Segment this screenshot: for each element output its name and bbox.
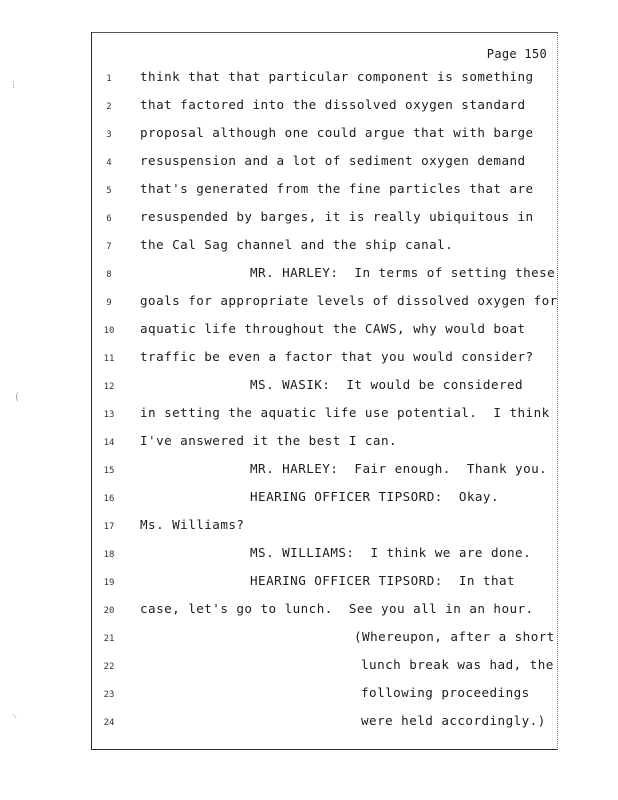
transcript-line (92, 599, 557, 627)
transcript-line (92, 627, 557, 655)
line-number: 22 (103, 662, 115, 672)
transcript-line (92, 67, 557, 95)
transcript-line (92, 291, 557, 319)
line-number: 8 (106, 270, 112, 280)
line-number: 21 (103, 634, 115, 644)
transcript-line (92, 683, 557, 711)
line-text: were held accordingly.) (361, 713, 546, 728)
transcript-line (92, 571, 557, 599)
line-text: I've answered it the best I can. (140, 433, 398, 448)
line-number: 3 (106, 130, 112, 140)
scan-speck: ( (14, 392, 21, 403)
line-number: 5 (106, 186, 112, 196)
transcript-line (92, 235, 557, 263)
transcript-line (92, 319, 557, 347)
line-text: case, let's go to lunch. See you all in an hour. (140, 601, 534, 616)
line-text: following proceedings (361, 685, 530, 700)
line-text: MS. WILLIAMS: I think we are done. (250, 545, 532, 560)
line-number: 17 (103, 522, 115, 532)
line-text: Ms. Williams? (140, 517, 245, 532)
transcript-page (91, 32, 558, 750)
line-text: goals for appropriate levels of dissolved oxygen for (140, 293, 558, 308)
transcript-line (92, 95, 557, 123)
line-number: 15 (103, 466, 115, 476)
line-number: 11 (103, 354, 115, 364)
transcript-line (92, 543, 557, 571)
line-number: 2 (106, 102, 112, 112)
line-number: 23 (103, 690, 115, 700)
line-number: 24 (103, 718, 115, 728)
line-text: that factored into the dissolved oxygen standard (140, 97, 526, 112)
transcript-line (92, 263, 557, 291)
line-text: lunch break was had, the (361, 657, 554, 672)
line-number: 10 (103, 326, 115, 336)
line-text: the Cal Sag channel and the ship canal. (140, 237, 454, 252)
transcript-line (92, 403, 557, 431)
line-number: 1 (106, 74, 112, 84)
transcript-line (92, 431, 557, 459)
line-number: 20 (103, 606, 115, 616)
line-text: traffic be even a factor that you would consider? (140, 349, 534, 364)
line-text: HEARING OFFICER TIPSORD: Okay. (250, 489, 499, 504)
line-number: 6 (106, 214, 112, 224)
transcript-line (92, 347, 557, 375)
line-text: in setting the aquatic life use potential. I think (140, 405, 550, 420)
line-text: MR. HARLEY: Fair enough. Thank you. (250, 461, 548, 476)
line-text: MR. HARLEY: In terms of setting these (250, 265, 556, 280)
transcript-line (92, 179, 557, 207)
transcript-line (92, 711, 557, 739)
line-text: (Whereupon, after a short (354, 629, 555, 644)
line-number: 18 (103, 550, 115, 560)
transcript-line (92, 207, 557, 235)
line-text: HEARING OFFICER TIPSORD: In that (250, 573, 516, 588)
line-number: 4 (106, 158, 112, 168)
transcript-line (92, 487, 557, 515)
transcript-line (92, 375, 557, 403)
line-text: MS. WASIK: It would be considered (250, 377, 524, 392)
line-text: proposal although one could argue that with barge (140, 125, 534, 140)
line-text: aquatic life throughout the CAWS, why would boat (140, 321, 526, 336)
scan-speck: ⸜ (12, 709, 17, 720)
line-text: think that that particular component is something (140, 69, 534, 84)
line-number: 19 (103, 578, 115, 588)
scan-speck: ⁝ (12, 80, 16, 91)
line-number: 14 (103, 438, 115, 448)
line-text: resuspension and a lot of sediment oxygen demand (140, 153, 526, 168)
page-number: Page 150 (486, 47, 547, 61)
line-number: 16 (103, 494, 115, 504)
line-number: 9 (106, 298, 112, 308)
line-number: 7 (106, 242, 112, 252)
line-text: resuspended by barges, it is really ubiquitous in (140, 209, 534, 224)
line-text: that's generated from the fine particles that are (140, 181, 534, 196)
transcript-line (92, 655, 557, 683)
line-number: 13 (103, 410, 115, 420)
transcript-line (92, 459, 557, 487)
transcript-line (92, 515, 557, 543)
transcript-line (92, 151, 557, 179)
line-number: 12 (103, 382, 115, 392)
transcript-line (92, 123, 557, 151)
